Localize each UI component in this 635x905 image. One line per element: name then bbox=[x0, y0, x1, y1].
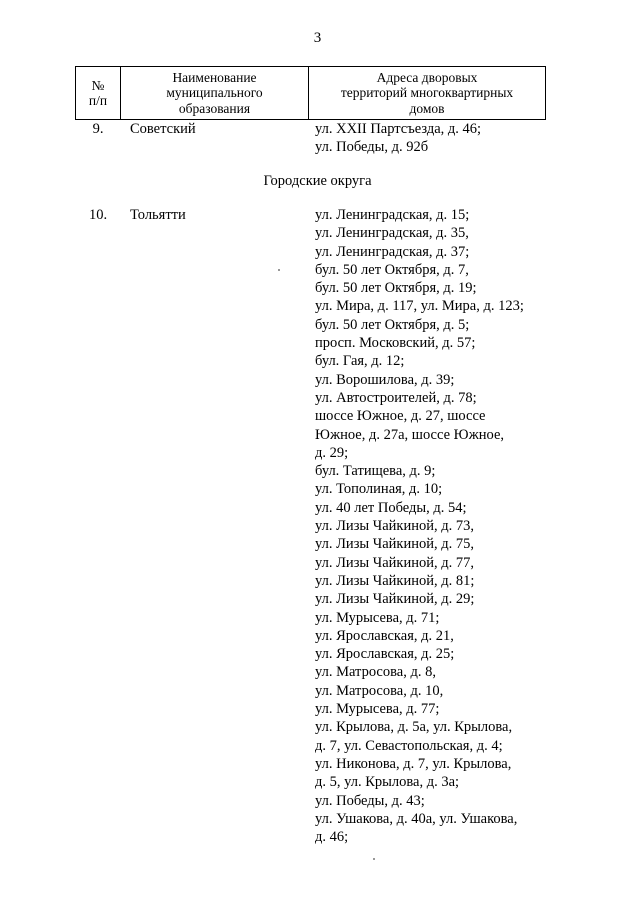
address-line: ул. Лизы Чайкиной, д. 73, bbox=[315, 518, 474, 535]
address-line: шоссе Южное, д. 27, шоссе bbox=[315, 408, 486, 425]
address-line: ул. Автостроителей, д. 78; bbox=[315, 389, 477, 406]
address-line: ул. Лизы Чайкиной, д. 75, bbox=[315, 536, 474, 553]
header-number-column bbox=[76, 67, 120, 119]
address-line: бул. 50 лет Октября, д. 19; bbox=[315, 280, 477, 297]
address-line: ул. Ленинградская, д. 37; bbox=[315, 243, 470, 260]
address-line: ул. Ушакова, д. 40а, ул. Ушакова, bbox=[315, 810, 518, 827]
address-line: ул. Матросова, д. 10, bbox=[315, 682, 444, 699]
page-number: 3 bbox=[313, 30, 322, 46]
header-number-label: № п/п bbox=[88, 77, 108, 108]
address-line: ул. Лизы Чайкиной, д. 77, bbox=[315, 554, 474, 571]
address-line: д. 5, ул. Крылова, д. 3а; bbox=[315, 774, 460, 791]
header-municipality-label: Наименование муниципального образования bbox=[166, 69, 263, 116]
address-line: ул. Лизы Чайкиной, д. 29; bbox=[315, 591, 475, 608]
address-line: ул. Ярославская, д. 21, bbox=[315, 627, 454, 644]
table-header bbox=[75, 66, 546, 120]
address-line: Южное, д. 27а, шоссе Южное, bbox=[315, 426, 505, 443]
section-title: Городские округа bbox=[263, 173, 372, 189]
header-addresses-label: Адреса дворовых территорий многоквартирных домов bbox=[340, 69, 514, 116]
scan-speck bbox=[278, 269, 280, 271]
row-10-number: 10. bbox=[88, 207, 108, 223]
address-line: бул. Татищева, д. 9; bbox=[315, 463, 436, 480]
address-line: бул. Гая, д. 12; bbox=[315, 353, 405, 370]
address-line: бул. 50 лет Октября, д. 5; bbox=[315, 316, 470, 333]
header-municipality-column bbox=[120, 67, 308, 119]
address-line: ул. Ленинградская, д. 35, bbox=[315, 225, 469, 242]
address-line: ул. Победы, д. 43; bbox=[315, 792, 425, 809]
address-line: ул. Матросова, д. 8, bbox=[315, 664, 436, 681]
address-line: ул. Ворошилова, д. 39; bbox=[315, 371, 455, 388]
address-line: ул. XXII Партсъезда, д. 46; bbox=[315, 121, 482, 137]
row-9-address-list bbox=[315, 120, 481, 157]
row-9-number: 9. bbox=[92, 121, 104, 137]
address-line: ул. 40 лет Победы, д. 54; bbox=[315, 499, 467, 516]
address-line: бул. 50 лет Октября, д. 7, bbox=[315, 261, 469, 278]
row-10-address-list bbox=[315, 206, 524, 846]
address-line: ул. Победы, д. 92б bbox=[315, 139, 429, 156]
address-line: ул. Ярославская, д. 25; bbox=[315, 646, 455, 663]
scan-speck bbox=[373, 858, 375, 860]
address-line: д. 29; bbox=[315, 444, 349, 461]
address-line: ул. Никонова, д. 7, ул. Крылова, bbox=[315, 755, 512, 772]
address-line: ул. Мира, д. 117, ул. Мира, д. 123; bbox=[315, 298, 524, 315]
address-line: просп. Московский, д. 57; bbox=[315, 335, 476, 352]
header-addresses-column bbox=[308, 67, 545, 119]
address-line: ул. Мурысева, д. 71; bbox=[315, 609, 440, 626]
address-line: ул. Ленинградская, д. 15; bbox=[315, 207, 470, 223]
address-line: ул. Крылова, д. 5а, ул. Крылова, bbox=[315, 719, 513, 736]
address-line: д. 46; bbox=[315, 829, 349, 846]
address-line: д. 7, ул. Севастопольская, д. 4; bbox=[315, 737, 503, 754]
row-10-municipality: Тольятти bbox=[130, 207, 186, 223]
address-line: ул. Мурысева, д. 77; bbox=[315, 701, 440, 718]
row-9-municipality: Советский bbox=[130, 121, 196, 137]
address-line: ул. Лизы Чайкиной, д. 81; bbox=[315, 572, 475, 589]
address-line: ул. Тополиная, д. 10; bbox=[315, 481, 443, 498]
